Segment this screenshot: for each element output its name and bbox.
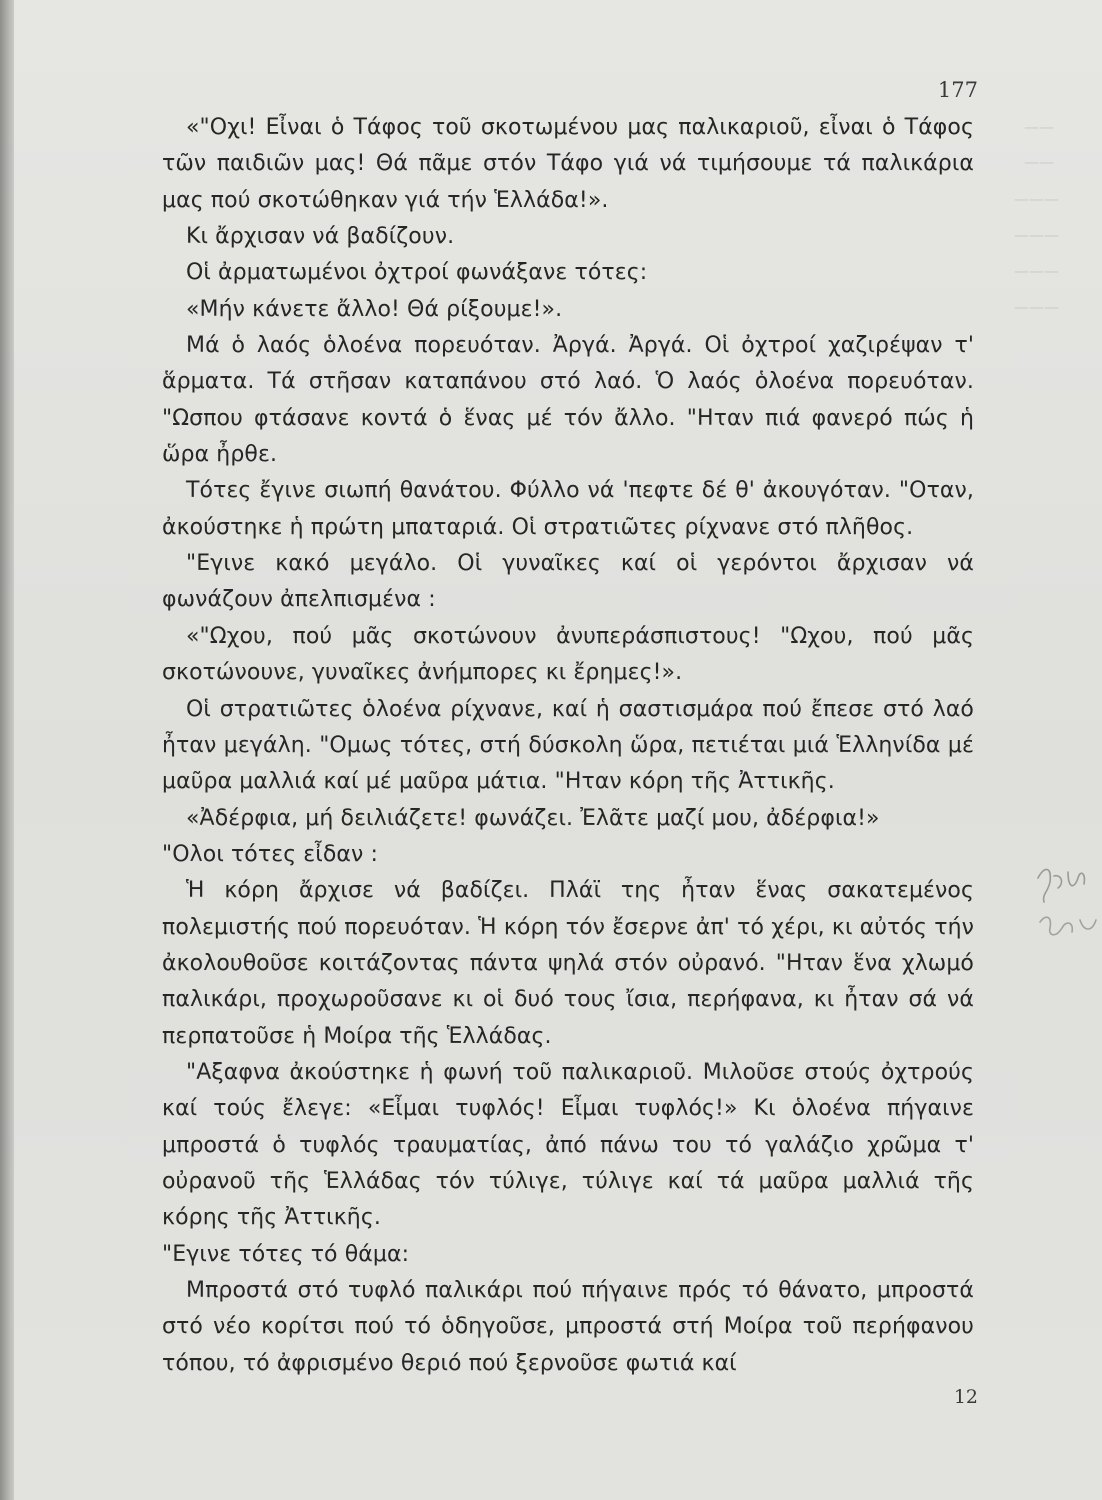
- paragraph: "Ολοι τότες εἶδαν :: [162, 841, 378, 867]
- paragraph: Μπροστά στό τυφλό παλικάρι πού πήγαινε πρός τό θάνατο, μπροστά στό νέο κορίτσι πού τό ὁδηγοῦσε, μπροστά στή Μοίρα τοῦ περήφανου τόπου, τό ἀφρισμένο θεριό πού ξερνοῦσε φωτιά καί: [162, 1278, 974, 1376]
- paragraph: «Μήν κάνετε ἄλλο! Θά ρίξουμε!».: [186, 296, 563, 322]
- page-number: 177: [937, 78, 978, 102]
- show-through-texture: ———: [1014, 190, 1059, 208]
- signature-mark: 12: [953, 1386, 978, 1408]
- margin-handwriting-mark: [1034, 858, 1102, 948]
- show-through-texture: ———: [1014, 298, 1059, 316]
- paragraph: "Εγινε κακό μεγάλο. Οἱ γυναῖκες καί οἱ γερόντοι ἄρχισαν νά φωνάζουν ἀπελπισμένα :: [162, 551, 974, 613]
- show-through-texture: ———: [1014, 226, 1059, 244]
- paragraph: Τότες ἔγινε σιωπή θανάτου. Φύλλο νά 'πεφτε δέ θ' ἀκουγόταν. "Οταν, ἀκούστηκε ἡ πρώτη μπαταριά. Οἱ στρατιῶτες ρίχνανε στό πλῆθος.: [162, 478, 974, 540]
- book-page: [14, 0, 1102, 1500]
- show-through-texture: ———: [1014, 262, 1059, 280]
- paragraph: "Αξαφνα ἀκούστηκε ἡ φωνή τοῦ παλικαριοῦ. Μιλοῦσε στούς ὀχτρούς καί τούς ἔλεγε: «Εἶμαι τυφλός! Εἶμαι τυφλός!» Κι ὁλοένα πήγαινε μπροστά ὁ τυφλός τραυματίας, ἀπό πάνω του τό γαλάζιο χρῶμα τ' οὐρανοῦ τῆς Ἑλλάδας τόν τύλιγε, τύλιγε καί τά μαῦρα μαλλιά τῆς κόρης τῆς Ἀττικῆς.: [162, 1059, 974, 1231]
- paragraph: Κι ἄρχισαν νά βαδίζουν.: [186, 224, 455, 250]
- show-through-texture: ——: [1024, 153, 1054, 171]
- show-through-texture: ——: [1024, 118, 1054, 136]
- paragraph: Ἡ κόρη ἄρχισε νά βαδίζει. Πλάϊ της ἦταν ἕνας σακατεμένος πολεμιστής πού πορευόταν. Ἡ κόρη τόν ἔσερνε ἀπ' τό χέρι, κι αὐτός τήν ἀκολουθοῦσε κοιτάζοντας πάντα ψηλά στόν οὐρανό. "Ηταν ἕνα χλωμό παλικάρι, προχωροῦσανε κι οἱ δυό τους ἴσια, περήφανα, κι ἦταν σά νά περπατοῦσε ἡ Μοίρα τῆς Ἑλλάδας.: [162, 878, 974, 1049]
- paragraph: «"Οχι! Εἶναι ὁ Τάφος τοῦ σκοτωμένου μας παλικαριοῦ, εἶναι ὁ Τάφος τῶν παιδιῶν μας! Θά πᾶμε στόν Τάφο γιά νά τιμήσουμε τά παλικάρια μας πού σκοτώθηκαν γιά τήν Ἑλλάδα!».: [162, 115, 974, 213]
- paragraph: «Ἀδέρφια, μή δειλιάζετε! φωνάζει. Ἐλᾶτε μαζί μου, ἀδέρφια!»: [186, 805, 880, 831]
- paragraph: «"Ωχου, πού μᾶς σκοτώνουν ἀνυπεράσπιστους! "Ωχου, πού μᾶς σκοτώνουνε, γυναῖκες ἀνήμπορες κι ἔρημες!».: [162, 623, 974, 686]
- paragraph: Οἱ στρατιῶτες ὁλοένα ρίχνανε, καί ἡ σαστισμάρα πού ἔπεσε στό λαό ἦταν μεγάλη. "Ομως τότες, στή δύσκολη ὥρα, πετιέται μιά Ἑλληνίδα μέ μαῦρα μαλλιά καί μέ μαῦρα μάτια. "Ηταν κόρη τῆς Ἀττικῆς.: [162, 696, 974, 795]
- paragraph: "Εγινε τότες τό θάμα:: [162, 1241, 410, 1267]
- paragraph: Οἱ ἀρματωμένοι ὀχτροί φωνάξανε τότες:: [186, 260, 648, 286]
- text-body: [162, 110, 974, 1382]
- paragraph: Μά ὁ λαός ὁλοένα πορευόταν. Ἀργά. Ἀργά. Οἱ ὀχτροί χαζιρέψαν τ' ἅρματα. Τά στῆσαν καταπάνου στό λαό. Ὁ λαός ὁλοένα πορευόταν. "Ωσπου φτάσανε κοντά ὁ ἕνας μέ τόν ἄλλο. "Ηταν πιά φανερό πώς ἡ ὥρα ἦρθε.: [162, 333, 974, 468]
